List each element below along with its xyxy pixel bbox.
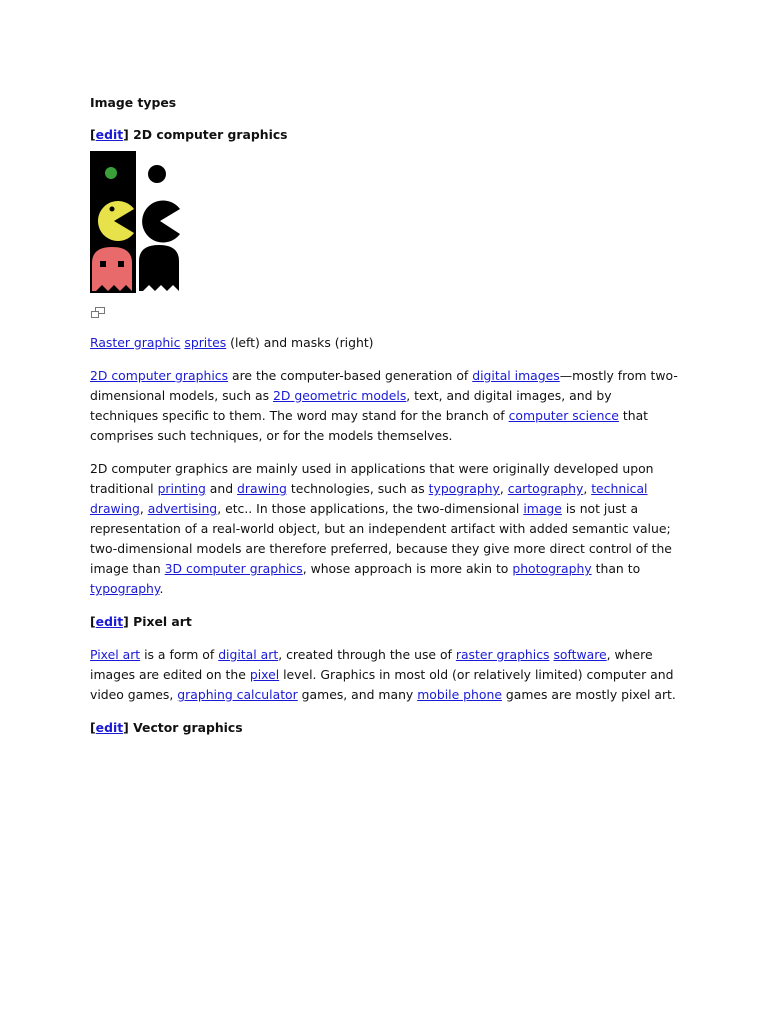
section-title-vector-graphics: Vector graphics	[133, 720, 243, 735]
link-raster-graphic[interactable]: Raster graphic	[90, 335, 181, 350]
link-drawing[interactable]: drawing	[237, 481, 287, 496]
sprites-and-masks-illustration	[90, 151, 182, 293]
bracket-open: [	[90, 127, 96, 142]
section-title-pixel-art: Pixel art	[133, 614, 192, 629]
link-printing[interactable]: printing	[157, 481, 206, 496]
power-pellet-sprite	[105, 167, 117, 179]
edit-link-pixel-art[interactable]: edit	[95, 614, 124, 629]
ghost-sprite	[92, 247, 132, 291]
link-digital-art[interactable]: digital art	[218, 647, 279, 662]
link-2d-geometric-models[interactable]: 2D geometric models	[272, 388, 407, 403]
bracket-close: ]	[123, 127, 129, 142]
article	[90, 93, 682, 738]
link-typography[interactable]: typography	[428, 481, 500, 496]
edit-link-vector-graphics[interactable]: edit	[95, 720, 124, 735]
image-caption: Raster graphic sprites (left) and masks (right)	[90, 335, 374, 350]
link-software[interactable]: software	[553, 647, 607, 662]
section-heading-2d-computer-graphics	[90, 125, 682, 145]
enlarge-icon[interactable]	[91, 307, 105, 319]
link-photography[interactable]: photography	[512, 561, 592, 576]
link-cartography[interactable]: cartography	[507, 481, 584, 496]
link-advertising[interactable]: advertising	[147, 501, 218, 516]
section-heading-pixel-art: [edit] Pixel art	[90, 614, 192, 629]
link-pixel[interactable]: pixel	[249, 667, 280, 682]
link-mobile-phone[interactable]: mobile phone	[417, 687, 502, 702]
link-typography-2[interactable]: typography	[90, 581, 160, 596]
section-heading-vector-graphics: [edit] Vector graphics	[90, 720, 243, 735]
pacman-eye	[110, 207, 115, 212]
link-image[interactable]: image	[523, 501, 562, 516]
ghost-eye-right	[118, 261, 124, 267]
section-title-2d: 2D computer graphics	[133, 127, 288, 142]
edit-link-2d[interactable]: edit	[95, 127, 124, 142]
power-pellet-mask	[148, 165, 166, 183]
ghost-eye-left	[100, 261, 106, 267]
pacman-mask	[142, 201, 180, 243]
link-2d-computer-graphics[interactable]: 2D computer graphics	[90, 368, 229, 383]
link-computer-science[interactable]: computer science	[508, 408, 619, 423]
link-sprites[interactable]: sprites	[184, 335, 227, 350]
paragraph-2d-definition: 2D computer graphics are the computer-based generation of digital images—mostly from two-dimensional models, such as 2D geometric models, text, and digital images, and by techniques specific to them. The word may stand for the branch of computer science that comprises such techniques, or for the models themselves.	[90, 368, 678, 443]
link-digital-images[interactable]: digital images	[472, 368, 560, 383]
link-pixel-art[interactable]: Pixel art	[90, 647, 141, 662]
link-raster-graphics[interactable]: raster graphics	[455, 647, 550, 662]
link-3d-computer-graphics[interactable]: 3D computer graphics	[164, 561, 303, 576]
sprite-image[interactable]	[90, 151, 182, 293]
paragraph-pixel-art: Pixel art is a form of digital art, created through the use of raster graphics software, where images are edited on the pixel level. Graphics in most old (or relatively limited) computer and video games, graphing calculator games, and many mobile phone games are mostly pixel art.	[90, 647, 676, 702]
paragraph-2d-applications: 2D computer graphics are mainly used in applications that were originally developed upon traditional printing and drawing technologies, such as typography, cartography, technical drawing, advertising, etc.. In those applications, the two-dimensional image is not just a representation of a real-world object, but an independent artifact with added semantic value; two-dimensional models are therefore preferred, because they give more direct control of the image than 3D computer graphics, whose approach is more akin to photography than to typography.	[90, 461, 672, 596]
link-graphing-calculator[interactable]: graphing calculator	[177, 687, 298, 702]
heading-image-types: Image types	[90, 95, 177, 110]
link-technical-drawing[interactable]: technical drawing	[90, 481, 648, 516]
ghost-mask	[139, 245, 179, 291]
